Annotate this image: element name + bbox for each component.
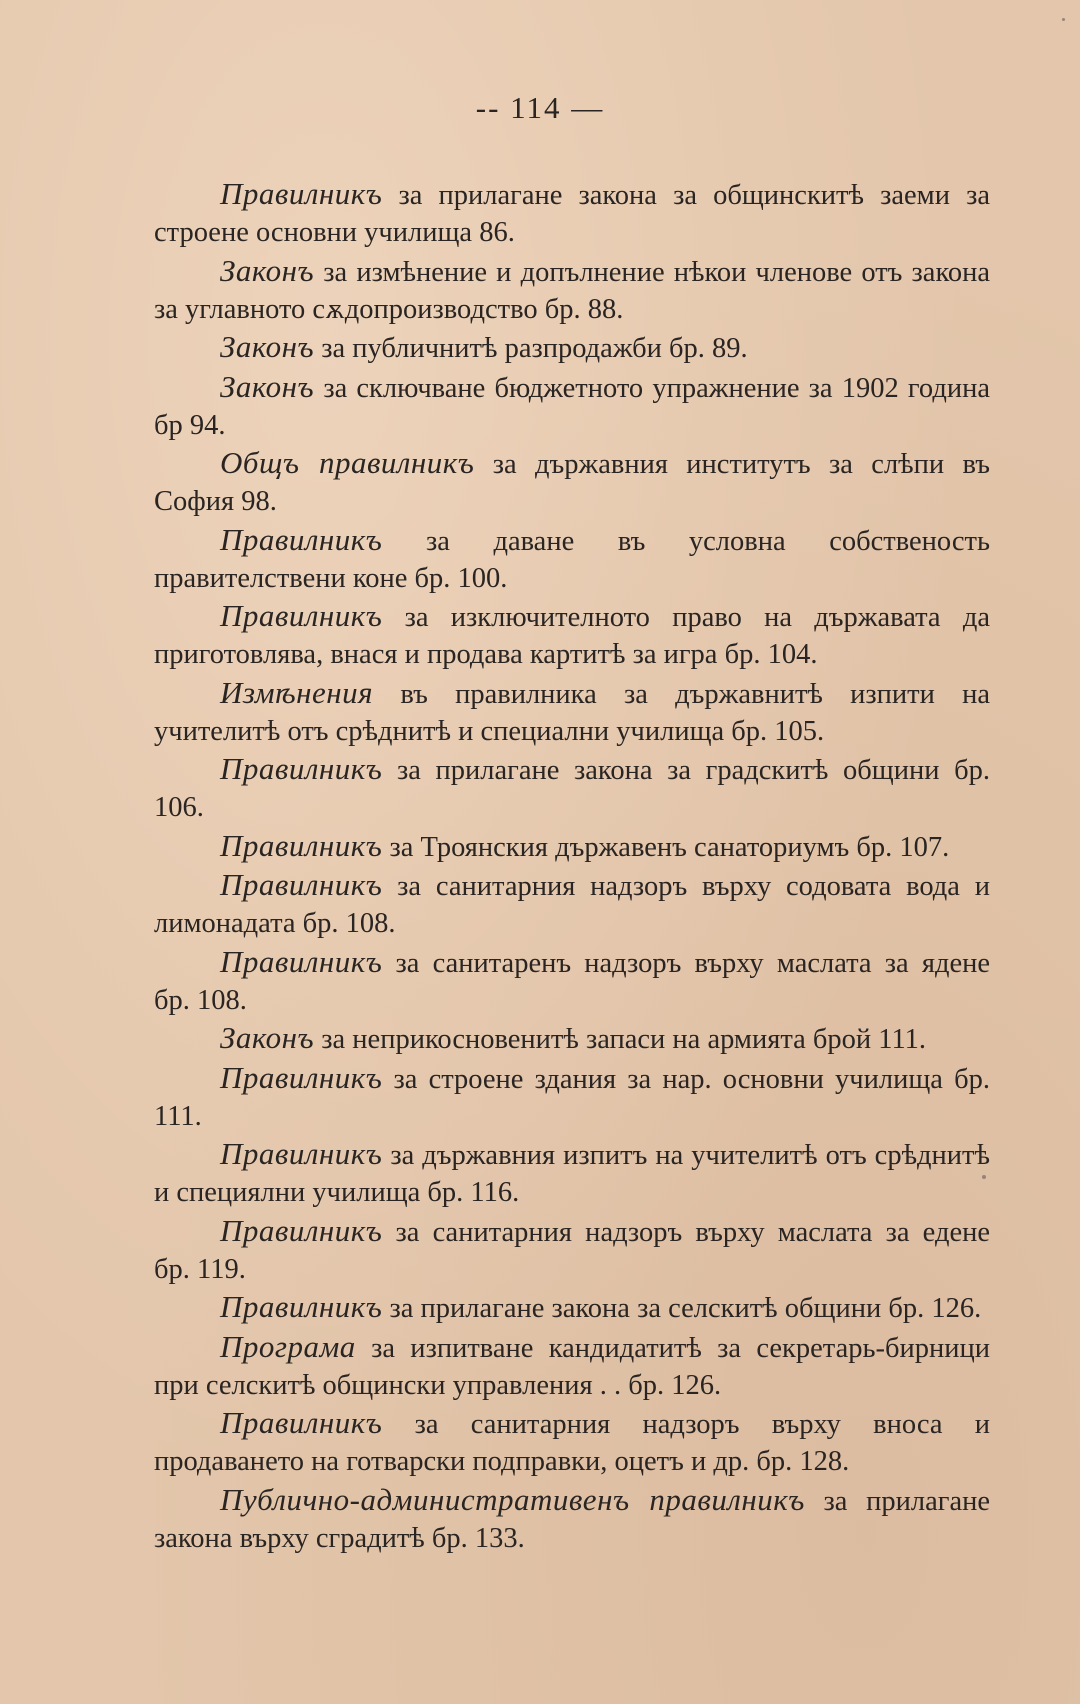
entry-title: Правилникъ bbox=[220, 1405, 383, 1440]
entry-text: за санитарния надзоръ върху маслата за едене бр. 119. bbox=[154, 1216, 990, 1285]
entry-text: за измѣнение и допълнение нѣкои членове отъ закона за углавното сѫдопроизводство бр. 88. bbox=[154, 256, 990, 325]
entry-text: за сключване бюджетното упражнение за 1902 година бр 94. bbox=[154, 372, 990, 441]
entry-title: Правилникъ bbox=[220, 943, 383, 979]
entry-title: Правилникъ bbox=[220, 1289, 383, 1324]
list-item bbox=[154, 252, 990, 328]
entry-title: Правилникъ bbox=[220, 176, 383, 211]
entry-text: за прилагане закона за селскитѣ общини бр. 126. bbox=[382, 1293, 982, 1324]
list-item bbox=[154, 1212, 990, 1288]
entry-text: за изключителното право на държавата да приготовлява, внася и продава картитѣ за игра бр. 104. bbox=[154, 602, 990, 670]
entry-title: Правилникъ bbox=[220, 751, 383, 786]
list-item bbox=[154, 674, 990, 750]
list-item bbox=[154, 943, 990, 1019]
paper-speck bbox=[1062, 18, 1065, 21]
entry-title: Правилникъ bbox=[220, 867, 383, 902]
list-item bbox=[154, 1481, 990, 1557]
entry-title: Правилникъ bbox=[220, 1059, 383, 1095]
list-item bbox=[154, 1288, 990, 1327]
entry-title: Правилникъ bbox=[220, 827, 383, 863]
entry-title: Правилникъ bbox=[220, 598, 383, 633]
list-item bbox=[154, 368, 990, 444]
entry-text: за прилагане закона върху сградитѣ бр. 133. bbox=[154, 1485, 990, 1554]
entry-title: Законъ bbox=[220, 252, 315, 288]
list-item bbox=[154, 827, 990, 866]
entry-title: Общъ правилникъ bbox=[220, 445, 475, 480]
entry-title: Законъ bbox=[220, 329, 315, 364]
list-item bbox=[154, 597, 990, 673]
entry-title: Законъ bbox=[220, 368, 315, 404]
entry-text: за санитаренъ надзоръ върху маслата за ядене бр. 108. bbox=[154, 947, 990, 1016]
entry-title: Правилникъ bbox=[220, 521, 383, 557]
entry-text: за Троянския държавенъ санаториумъ бр. 107. bbox=[382, 831, 950, 863]
list-item bbox=[154, 521, 990, 597]
list-item bbox=[154, 328, 990, 367]
entries-list bbox=[154, 175, 990, 1557]
entry-text: за санитарния надзоръ върху содовата вода и лимонадата бр. 108. bbox=[154, 871, 990, 939]
list-item bbox=[154, 1404, 990, 1480]
entry-title: Правилникъ bbox=[220, 1212, 383, 1248]
entry-text: за неприкосновенитѣ запаси на армията брой 111. bbox=[314, 1024, 927, 1055]
list-item bbox=[154, 1059, 990, 1135]
page-number: -- 114 — bbox=[475, 90, 605, 125]
list-item bbox=[154, 866, 990, 942]
list-item bbox=[154, 750, 990, 826]
list-item bbox=[154, 1019, 990, 1058]
entry-text: за държавния изпитъ на учителитѣ отъ срѣднитѣ и специялни училища бр. 116. bbox=[154, 1140, 990, 1208]
entry-text: за публичнитѣ разпродажби бр. 89. bbox=[314, 333, 748, 364]
list-item bbox=[154, 444, 990, 520]
entry-title: Програма bbox=[220, 1328, 356, 1364]
entry-text: за изпитване кандидатитѣ за секретарь-бирници при селскитѣ общински управления . . бр. 126. bbox=[154, 1332, 990, 1401]
entry-text: въ правилника за държавнитѣ изпити на учителитѣ отъ срѣднитѣ и специални училища бр. 105. bbox=[154, 678, 990, 747]
list-item bbox=[154, 1328, 990, 1404]
entry-text: за прилагане закона за общинскитѣ заеми за строене основни училища 86. bbox=[154, 180, 990, 248]
entry-text: за даване въ условна собственость правителствени коне бр. 100. bbox=[154, 525, 990, 594]
entry-title: Измѣнения bbox=[220, 674, 374, 710]
entry-text: за държавния институтъ за слѣпи въ София 98. bbox=[154, 449, 990, 517]
entry-text: за строене здания за нар. основни училища бр. 111. bbox=[154, 1063, 990, 1132]
entry-title: Правилникъ bbox=[220, 1136, 383, 1171]
list-item bbox=[154, 1135, 990, 1211]
paper-speck bbox=[982, 1175, 986, 1179]
entry-text: за прилагане закона за градскитѣ общини бр. 106. bbox=[154, 755, 990, 823]
entry-title: Публично-административенъ правилникъ bbox=[220, 1481, 805, 1517]
entry-title: Законъ bbox=[220, 1020, 315, 1055]
entry-text: за санитарния надзоръ върху вноса и продаването на готварски подправки, оцетъ и др. бр. 128. bbox=[154, 1409, 990, 1477]
list-item bbox=[154, 175, 990, 251]
